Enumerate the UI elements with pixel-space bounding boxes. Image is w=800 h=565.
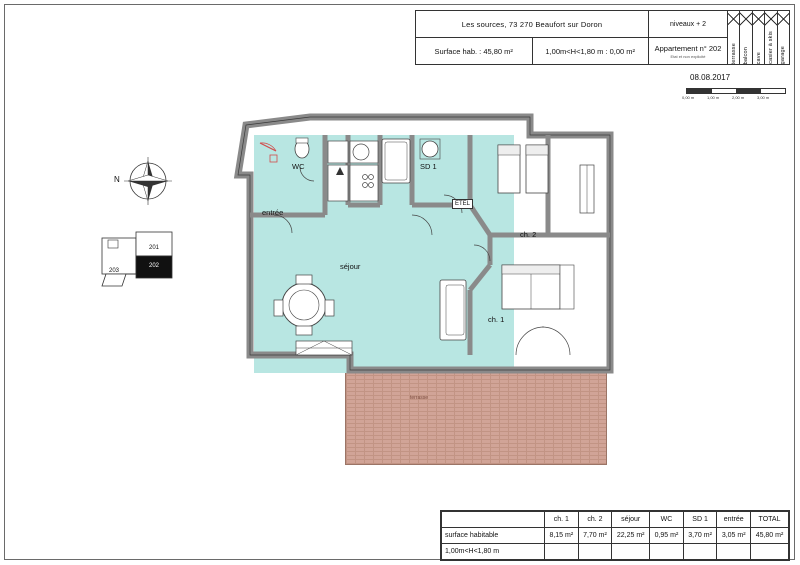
room-label-entree: entrée [262, 208, 284, 217]
header-cell-wc: WC [650, 512, 684, 528]
compass-rose [114, 155, 178, 215]
legend-cell-cave [753, 11, 765, 64]
legend-cell-terrasse [728, 11, 740, 64]
cell-surface-ch2: 7,70 m² [578, 528, 612, 544]
height-range-value: 1,00m<H<1,80 m : 0,00 m² [545, 46, 636, 56]
hatch-icon [778, 11, 789, 27]
room-label-sejour: séjour [340, 262, 361, 271]
header-cell-entree: entrée [717, 512, 751, 528]
cell-height-entree [717, 544, 751, 560]
hatch-icon [765, 11, 776, 27]
legend-label-terrasse: terrasse [730, 42, 737, 64]
scale-tick-2: 2,00 m [732, 95, 745, 100]
key-plan-icon [100, 230, 190, 300]
row-label-height-range: 1,00m<H<1,80 m [442, 544, 545, 560]
header-cell-total: TOTAL [751, 512, 789, 528]
tag-etel: ETEL [452, 199, 473, 209]
legend-label-casier: casier à skis [767, 31, 774, 64]
project-address: Les sources, 73 270 Beaufort sur Doron [461, 19, 603, 29]
cell-height-ch1 [545, 544, 579, 560]
keyplan-label-202: 202 [149, 263, 160, 269]
compass-icon [118, 155, 178, 215]
scale-ticks [682, 95, 786, 100]
surface-habitable-value: Surface hab. : 45,80 m² [416, 38, 533, 64]
keyplan-label-201: 201 [149, 245, 160, 251]
level-value: niveaux + 2 [649, 11, 727, 38]
legend-label-garage: garage [780, 45, 787, 64]
key-plan [100, 230, 190, 300]
cell-height-sd1 [683, 544, 717, 560]
room-label-chambre2: ch. 2 [520, 230, 537, 239]
cell-surface-total: 45,80 m² [751, 528, 789, 544]
apartment-note: Etat et non explicité [670, 53, 706, 59]
cell-height-total [751, 544, 789, 560]
plan-date: 08.08.2017 [690, 73, 731, 82]
table-row [442, 528, 789, 544]
project-address-row [416, 11, 648, 38]
cell-surface-wc: 0,95 m² [650, 528, 684, 544]
annex-legend [728, 11, 789, 64]
cell-surface-sd1: 3,70 m² [683, 528, 717, 544]
scale-bar-graphic [686, 88, 786, 94]
terrace-label: terrasse [410, 395, 429, 401]
apartment-block [649, 38, 727, 64]
header-cell-ch1: ch. 1 [545, 512, 579, 528]
keyplan-label-203: 203 [109, 268, 120, 274]
header-cell-ch2: ch. 2 [578, 512, 612, 528]
cell-height-wc [650, 544, 684, 560]
hatch-icon [753, 11, 764, 27]
room-label-wc: WC [292, 162, 305, 171]
scale-tick-1: 1,00 m [707, 95, 720, 100]
compass-north-label: N [114, 175, 120, 184]
surface-row [416, 38, 648, 64]
legend-label-cave: cave [755, 51, 762, 64]
floor-plan [230, 105, 630, 480]
scale-tick-3: 3,00 m [757, 95, 770, 100]
hatch-icon [728, 11, 739, 27]
title-block-left [416, 11, 649, 64]
cell-height-sejour [612, 544, 650, 560]
legend-cell-balcon [740, 11, 752, 64]
header-cell-sejour: séjour [612, 512, 650, 528]
legend-cell-casier-a-skis [765, 11, 777, 64]
cell-surface-sejour: 22,25 m² [612, 528, 650, 544]
legend-label-balcon: balcon [743, 46, 750, 64]
cell-surface-entree: 3,05 m² [717, 528, 751, 544]
scale-tick-0: 0,00 m [682, 95, 695, 100]
title-block [415, 10, 790, 65]
table-row [442, 544, 789, 560]
cell-height-ch2 [578, 544, 612, 560]
title-block-mid [649, 11, 728, 64]
legend-cell-garage [778, 11, 789, 64]
room-label-chambre1: ch. 1 [488, 315, 505, 324]
cell-surface-ch1: 8,15 m² [545, 528, 579, 544]
header-cell-blank [442, 512, 545, 528]
scale-bar [682, 88, 786, 100]
surface-table [440, 510, 790, 561]
row-label-surface-habitable: surface habitable [442, 528, 545, 544]
room-label-sdb: SD 1 [420, 162, 437, 171]
apartment-number: Appartement n° 202 [654, 43, 722, 53]
header-cell-sd1: SD 1 [683, 512, 717, 528]
table-header-row [442, 512, 789, 528]
hatch-icon [740, 11, 751, 27]
